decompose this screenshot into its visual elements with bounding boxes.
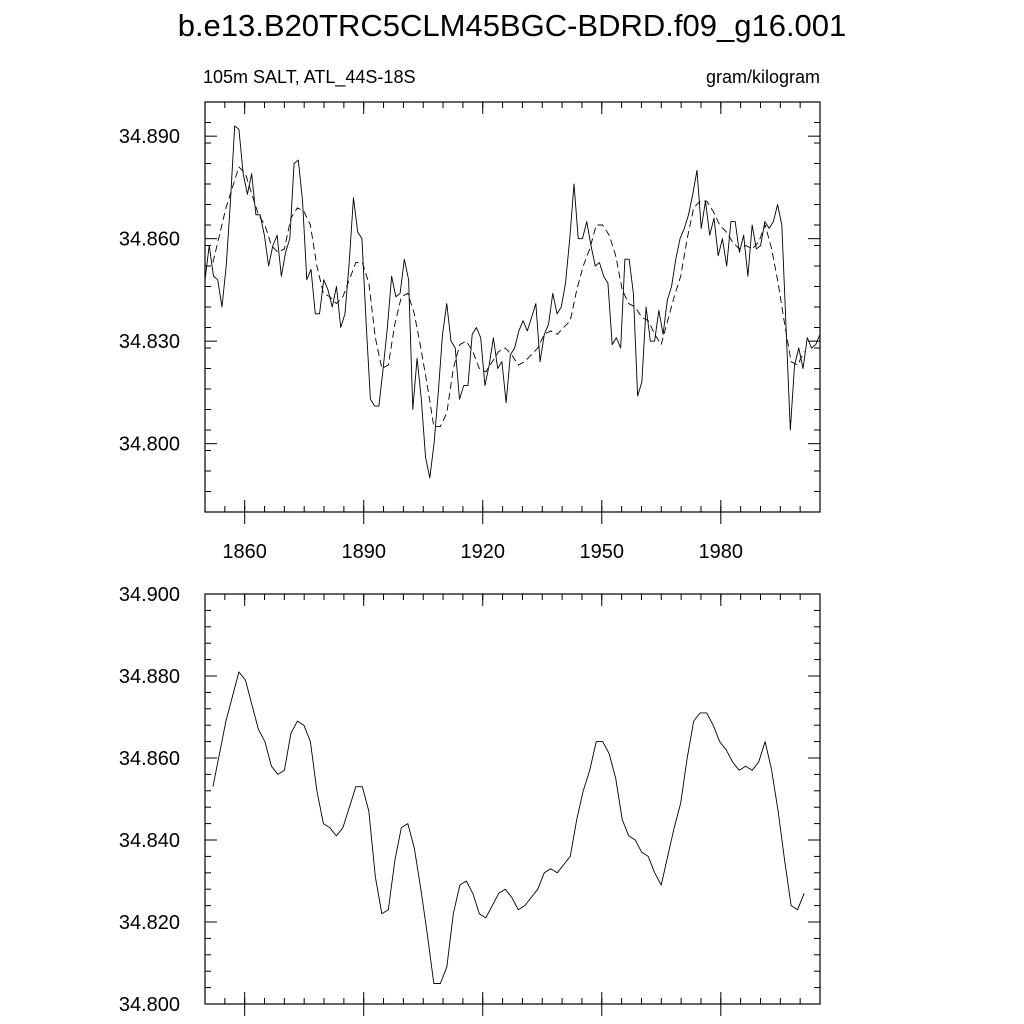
- smoothed-series-line-2: [213, 167, 804, 427]
- subtitle-left: 105m SALT, ATL_44S-18S: [203, 67, 416, 87]
- x-tick-label: 1950: [579, 541, 625, 563]
- y-tick-label: 34.900: [118, 584, 180, 606]
- chart-2: [119, 584, 820, 1016]
- series-line-1: [213, 672, 804, 984]
- x-tick-label: 1980: [698, 541, 744, 563]
- plot-frame: [205, 594, 820, 1004]
- y-tick-label: 34.860: [118, 228, 180, 251]
- y-tick-label: 34.800: [118, 433, 180, 456]
- page-title: b.e13.B20TRC5CLM45BGC-BDRD.f09_g16.001: [177, 8, 847, 43]
- series-line-1: [205, 126, 820, 478]
- x-tick-label: 1890: [341, 541, 386, 563]
- plot-frame: [205, 102, 820, 512]
- subtitle-right: gram/kilogram: [705, 67, 820, 87]
- y-tick-label: 34.830: [118, 331, 180, 354]
- chart-1: [119, 67, 820, 563]
- x-tick-label: 1920: [460, 541, 505, 563]
- y-tick-label: 34.840: [118, 830, 180, 852]
- y-tick-label: 34.860: [118, 748, 180, 770]
- x-tick-label: 1860: [222, 541, 267, 563]
- y-tick-label: 34.820: [118, 912, 180, 934]
- y-tick-label: 34.880: [118, 666, 180, 688]
- y-tick-label: 34.890: [118, 126, 180, 149]
- y-tick-label: 34.800: [118, 994, 180, 1016]
